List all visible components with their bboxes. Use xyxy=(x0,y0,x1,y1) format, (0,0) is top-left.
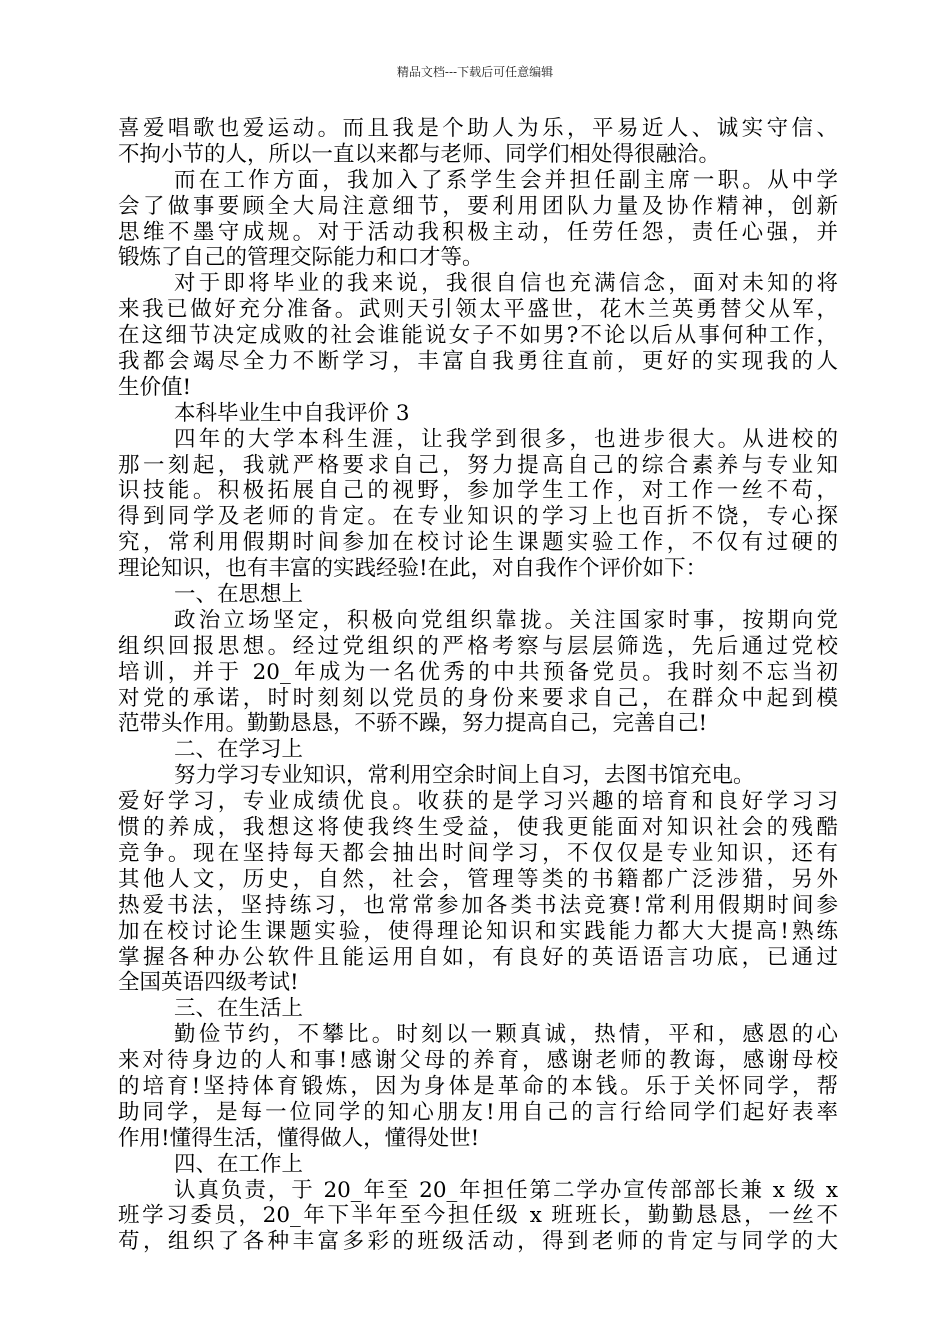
text-line: 得到同学及老师的肯定。在专业知识的学习上也百折不饶，专心探 xyxy=(118,504,838,530)
text-line: 来我已做好充分准备。武则天引领太平盛世，花木兰英勇替父从军， xyxy=(118,297,838,323)
text-line: 培训，并于 20_年成为一名优秀的中共预备党员。我时刻不忘当初 xyxy=(118,659,838,685)
text-line: 范带头作用。勤勤恳恳，不骄不躁，努力提高自己，完善自己! xyxy=(118,711,708,737)
text-line: 掌握各种办公软件且能运用自如，有良好的英语语言功底，已通过 xyxy=(118,944,838,970)
text-line: 会了做事要顾全大局注意细节，要利用团队力量及协作精神，创新 xyxy=(118,193,838,219)
text-line: 其他人文，历史，自然，社会，管理等类的书籍都广泛涉猎，另外 xyxy=(118,866,838,892)
text-line: 本科毕业生中自我评价 3 xyxy=(174,400,410,426)
text-line: 不拘小节的人，所以一直以来都与老师、同学们相处得很融洽。 xyxy=(118,141,721,167)
text-line: 的培育!坚持体育锻炼，因为身体是革命的本钱。乐于关怀同学，帮 xyxy=(118,1073,838,1099)
text-line: 竞争。现在坚持每天都会抽出时间学习，不仅仅是专业知识，还有 xyxy=(118,840,838,866)
text-line: 喜爱唱歌也爱运动。而且我是个助人为乐，平易近人、诚实守信、 xyxy=(118,116,838,141)
text-line: 组织回报思想。经过党组织的严格考察与层层筛选，先后通过党校 xyxy=(118,633,838,659)
text-line: 四、在工作上 xyxy=(174,1151,304,1177)
text-line: 政治立场坚定，积极向党组织靠拢。关注国家时事，按期向党 xyxy=(174,607,838,633)
text-line: 努力学习专业知识，常利用空余时间上自习，去图书馆充电。 xyxy=(174,763,755,789)
text-line: 四年的大学本科生涯，让我学到很多，也进步很大。从进校的 xyxy=(174,426,838,452)
page-header: 精品文档---下载后可任意编辑 xyxy=(396,65,554,79)
text-line: 助同学，是每一位同学的知心朋友!用自己的言行给同学们起好表率 xyxy=(118,1099,838,1125)
text-line: 对党的承诺，时时刻刻以党员的身份来要求自己，在群众中起到模 xyxy=(118,685,838,711)
text-line: 在这细节决定成败的社会谁能说女子不如男?不论以后从事何种工作， xyxy=(118,323,838,349)
text-line: 理论知识，也有丰富的实践经验!在此，对自我作个评价如下： xyxy=(118,556,708,582)
text-line: 生价值! xyxy=(118,374,192,400)
text-line: 苟，组织了各种丰富多彩的班级活动，得到老师的肯定与同学的大 xyxy=(118,1229,838,1255)
text-line: 爱好学习，专业成绩优良。收获的是学习兴趣的培育和良好学习习 xyxy=(118,789,838,815)
text-line: 思维不墨守成规。对于活动我积极主动，任劳任怨，责任心强，并 xyxy=(118,219,838,245)
text-line: 二、在学习上 xyxy=(174,737,304,763)
text-line: 而在工作方面，我加入了系学生会并担任副主席一职。从中学 xyxy=(174,167,838,193)
text-line: 识技能。积极拓展自己的视野，参加学生工作，对工作一丝不苟， xyxy=(118,478,838,504)
text-line: 认真负责，于 20_年至 20_年担任第二学办宣传部部长兼 x 级 x xyxy=(174,1177,838,1203)
text-line: 来对待身边的人和事!感谢父母的养育，感谢老师的教诲，感谢母校 xyxy=(118,1048,838,1074)
text-line: 勤俭节约，不攀比。时刻以一颗真诚，热情，平和，感恩的心 xyxy=(174,1022,838,1048)
text-line: 究，常利用假期时间参加在校讨论生课题实验工作，不仅有过硬的 xyxy=(118,530,838,556)
text-line: 惯的养成，我想这将使我终生受益，使我更能面对知识社会的残酷 xyxy=(118,815,838,841)
text-line: 锻炼了自己的管理交际能力和口才等。 xyxy=(118,245,484,271)
text-line: 一、在思想上 xyxy=(174,582,304,608)
text-line: 班学习委员，20_年下半年至今担任级 x 班班长，勤勤恳恳，一丝不 xyxy=(118,1203,838,1229)
text-line: 对于即将毕业的我来说，我很自信也充满信念，面对未知的将 xyxy=(174,271,838,297)
text-line: 作用!懂得生活，懂得做人，懂得处世! xyxy=(118,1125,480,1151)
text-line: 全国英语四级考试! xyxy=(118,970,299,996)
text-line: 我都会竭尽全力不断学习，丰富自我勇往直前，更好的实现我的人 xyxy=(118,349,838,375)
text-line: 热爱书法，坚持练习，也常常参加各类书法竞赛!常利用假期时间参 xyxy=(118,892,838,918)
text-line: 加在校讨论生课题实验，使得理论知识和实践能力都大大提高!熟练 xyxy=(118,918,838,944)
text-line: 那一刻起，我就严格要求自己，努力提高自己的综合素养与专业知 xyxy=(118,452,838,478)
text-line: 三、在生活上 xyxy=(174,996,304,1022)
document-body xyxy=(118,116,838,1255)
